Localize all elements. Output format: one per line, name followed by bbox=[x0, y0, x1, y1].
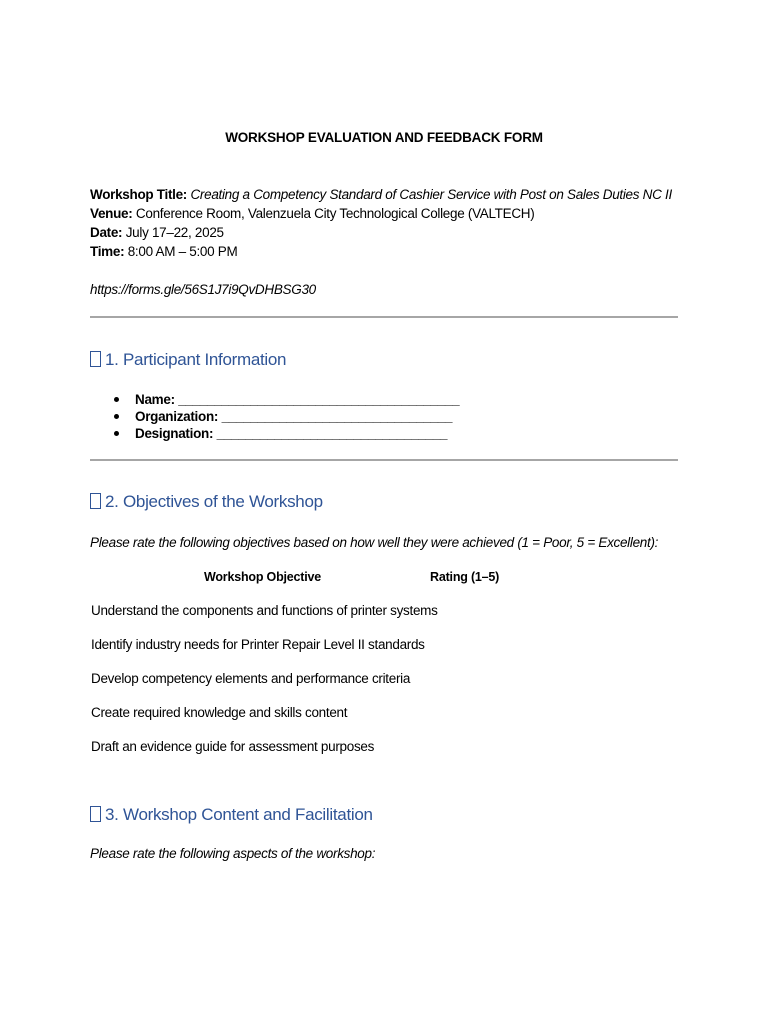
list-item bbox=[112, 425, 459, 442]
table-row: Identify industry needs for Printer Repair Level II standards bbox=[91, 637, 425, 652]
table-row: Understand the components and functions of printer systems bbox=[91, 603, 438, 618]
section-heading-text: 3. Workshop Content and Facilitation bbox=[105, 805, 373, 824]
date-label: Date: bbox=[90, 225, 123, 240]
section-heading-text: 1. Participant Information bbox=[105, 350, 287, 369]
workshop-title-line bbox=[90, 187, 672, 202]
missing-glyph-icon bbox=[90, 351, 101, 367]
field-label: Organization: bbox=[135, 409, 219, 424]
section-heading-objectives bbox=[90, 492, 323, 512]
field-label: Designation: bbox=[135, 426, 214, 441]
section-heading-content bbox=[90, 805, 373, 825]
venue-value: Conference Room, Valenzuela City Technological College (VALTECH) bbox=[135, 206, 535, 221]
bullet-icon bbox=[114, 397, 119, 402]
bullet-icon bbox=[114, 414, 119, 419]
name-blank[interactable]: _______________________________________ bbox=[178, 392, 460, 407]
time-value: 8:00 AM – 5:00 PM bbox=[127, 244, 238, 259]
section-heading-participant bbox=[90, 350, 286, 370]
date-line bbox=[90, 225, 224, 240]
time-label: Time: bbox=[90, 244, 125, 259]
list-item bbox=[112, 391, 459, 408]
missing-glyph-icon bbox=[90, 493, 101, 509]
designation-blank[interactable]: ________________________________ bbox=[216, 426, 448, 441]
list-item bbox=[112, 408, 459, 425]
workshop-title-label: Workshop Title: bbox=[90, 187, 188, 202]
venue-label: Venue: bbox=[90, 206, 133, 221]
form-link[interactable]: https://forms.gle/56S1J7i9QvDHBSG30 bbox=[90, 282, 316, 297]
divider bbox=[90, 316, 678, 318]
workshop-title-value: Creating a Competency Standard of Cashier Service with Post on Sales Duties NC II bbox=[190, 187, 672, 202]
venue-line bbox=[90, 206, 534, 221]
missing-glyph-icon bbox=[90, 806, 101, 822]
table-row: Create required knowledge and skills content bbox=[91, 705, 348, 720]
organization-blank[interactable]: ________________________________ bbox=[221, 409, 453, 424]
table-header-objective: Workshop Objective bbox=[204, 570, 322, 584]
objectives-instruction: Please rate the following objectives based on how well they were achieved (1 = Poor, 5 = Excellent): bbox=[90, 535, 659, 550]
content-instruction: Please rate the following aspects of the workshop: bbox=[90, 846, 376, 861]
form-title: WORKSHOP EVALUATION AND FEEDBACK FORM bbox=[225, 130, 543, 145]
table-header-rating: Rating (1–5) bbox=[430, 570, 500, 584]
date-value: July 17–22, 2025 bbox=[125, 225, 224, 240]
divider bbox=[90, 459, 678, 461]
table-row: Draft an evidence guide for assessment purposes bbox=[91, 739, 375, 754]
participant-fields-list bbox=[112, 391, 459, 442]
bullet-icon bbox=[114, 431, 119, 436]
field-label: Name: bbox=[135, 392, 175, 407]
time-line bbox=[90, 244, 237, 259]
table-row: Develop competency elements and performance criteria bbox=[91, 671, 411, 686]
section-heading-text: 2. Objectives of the Workshop bbox=[105, 492, 323, 511]
